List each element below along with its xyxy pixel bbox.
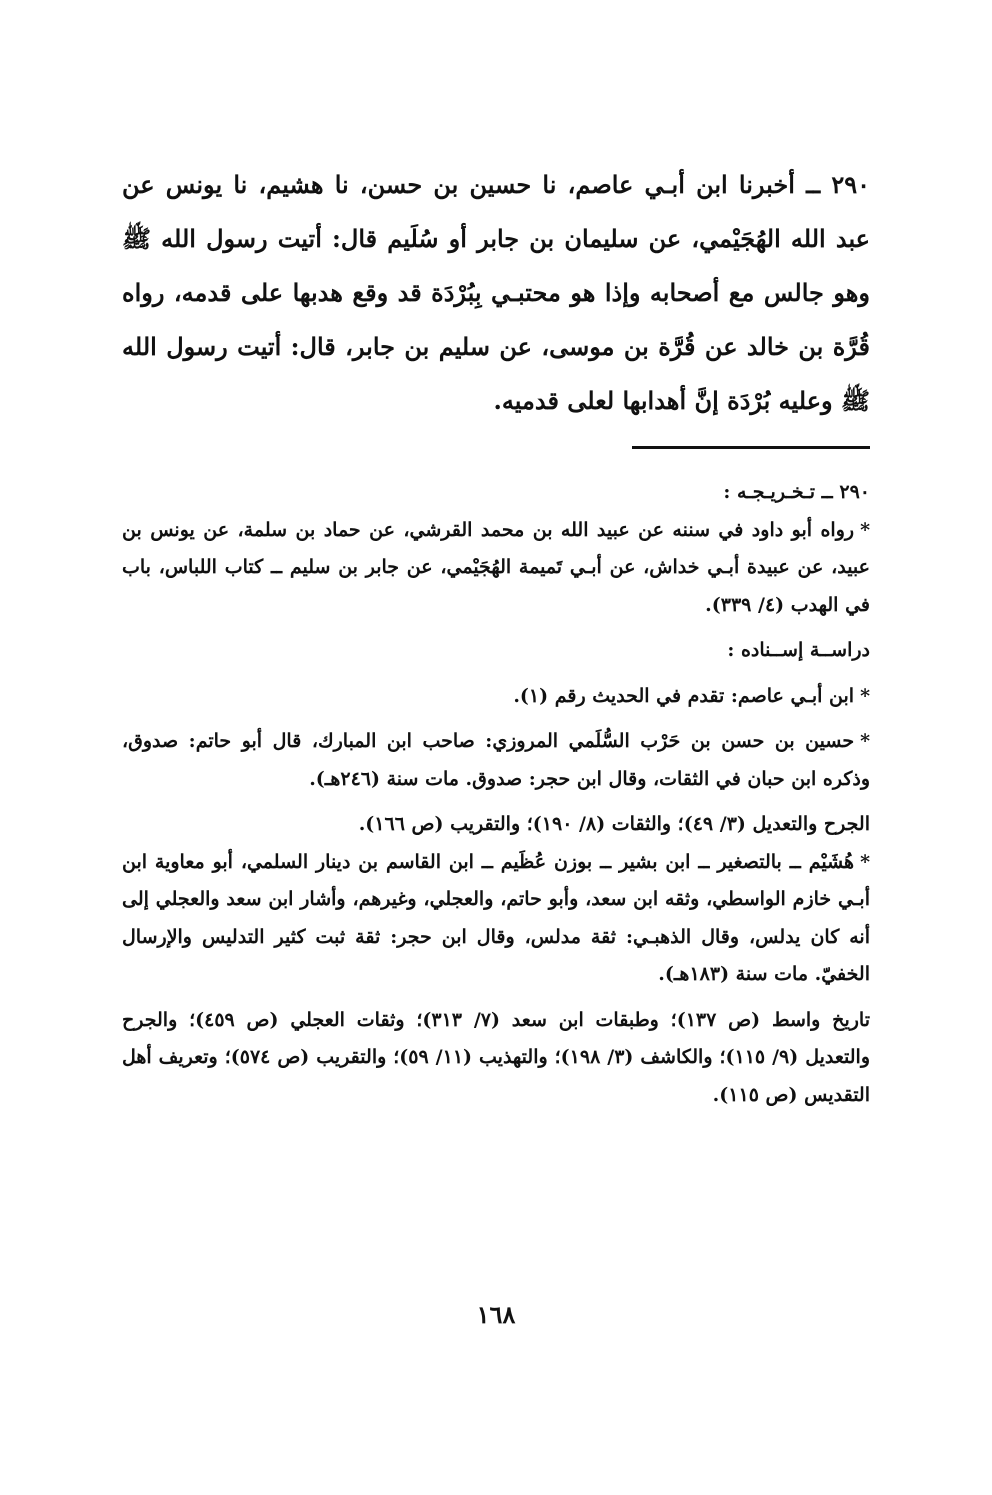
narrator-item-1 <box>122 678 870 716</box>
hadith-text-block <box>122 158 870 428</box>
takhrij-text: رواه أبو داود في سننه عن عبيد الله بن محمد القرشي، عن حماد بن سلمة، عن يونس بن عبيد، عن عبيدة أبـي خداش، عن أبـي تَميمة الهُجَيْمي، عن جابر بن سليم ــ كتاب اللباس، باب في الهدب (٤/ ٣٣٩). <box>122 518 870 616</box>
hadith-paragraph <box>122 158 870 428</box>
takhrij-heading: ٢٩٠ ــ تـخـريـجـه : <box>723 481 870 503</box>
asterisk-icon: * <box>860 684 870 707</box>
hadith-body: أخبرنا ابن أبـي عاصم، نا حسين بن حسن، نا هشيم، نا يونس عن عبد الله الهُجَيْمي، عن سليمان بن جابر أو سُلَيم قال: أتيت رسول الله ﷺ وهو جالس مع أصحابه وإذا هو محتبـي بِبُرْدَة قد وقع هدبها على قدمه، رواه قُرَّة بن خالد عن قُرَّة بن موسى، عن سليم بن جابر، قال: أتيت رسول الله ﷺ وعليه بُرْدَة إنَّ أهدابها لعلى قدميه. <box>122 170 871 415</box>
narrator-item-1-text: ابن أبـي عاصم: تقدم في الحديث رقم (١). <box>513 684 855 707</box>
hadith-dash: ــ <box>806 170 821 199</box>
narrator-item-2-text: حسين بن حسن بن حَرْب السُّلَمي المروزي: صاحب ابن المبارك، قال أبو حاتم: صدوق، وذكره ابن حبان في الثقات، وقال ابن حجر: صدوق. مات سنة (٢٤٦هـ). <box>122 730 870 790</box>
dirasa-heading: دراســة إســناده : <box>727 639 870 661</box>
asterisk-icon: * <box>860 518 870 541</box>
narrator-item-3 <box>122 844 870 994</box>
footnotes-block <box>122 474 870 1114</box>
asterisk-icon: * <box>860 850 870 873</box>
takhrij-paragraph <box>122 512 870 625</box>
narrator-item-3-text: هُشَيْم ــ بالتصغير ــ ابن بشير ــ بوزن عُظَيم ــ ابن القاسم بن دينار السلمي، أبو معاوية ابن أبـي خازم الواسطي، وثقه ابن سعد، وأبو حاتم، والعجلي، وغيرهم، وأشار ابن سعد والعجلي إلى أنه كان يدلس، وقال الذهبـي: ثقة مدلس، وقال ابن حجر: ثقة ثبت كثير التدليس والإرسال الخفيّ. مات سنة (١٨٣هـ). <box>122 850 870 985</box>
footnote-separator <box>632 446 870 449</box>
narrator-item-2 <box>122 723 870 798</box>
hadith-number: ٢٩٠ <box>831 170 870 199</box>
asterisk-icon: * <box>860 730 870 752</box>
page-number: ١٦٨ <box>476 1300 516 1329</box>
narrator-item-3-refs: تاريخ واسط (ص ١٣٧)؛ وطبقات ابن سعد (٧/ ٣١٣)؛ وثقات العجلي (ص ٤٥٩)؛ والجرح والتعديل (٩/ ١١٥)؛ والكاشف (٣/ ١٩٨)؛ والتهذيب (١١/ ٥٩)؛ والتقريب (ص ٥٧٤)؛ وتعريف أهل التقديس (ص ١١٥). <box>122 1008 871 1106</box>
narrator-item-2-refs: الجرح والتعديل (٣/ ٤٩)؛ والثقات (٨/ ١٩٠)؛ والتقريب (ص ١٦٦). <box>358 813 870 835</box>
